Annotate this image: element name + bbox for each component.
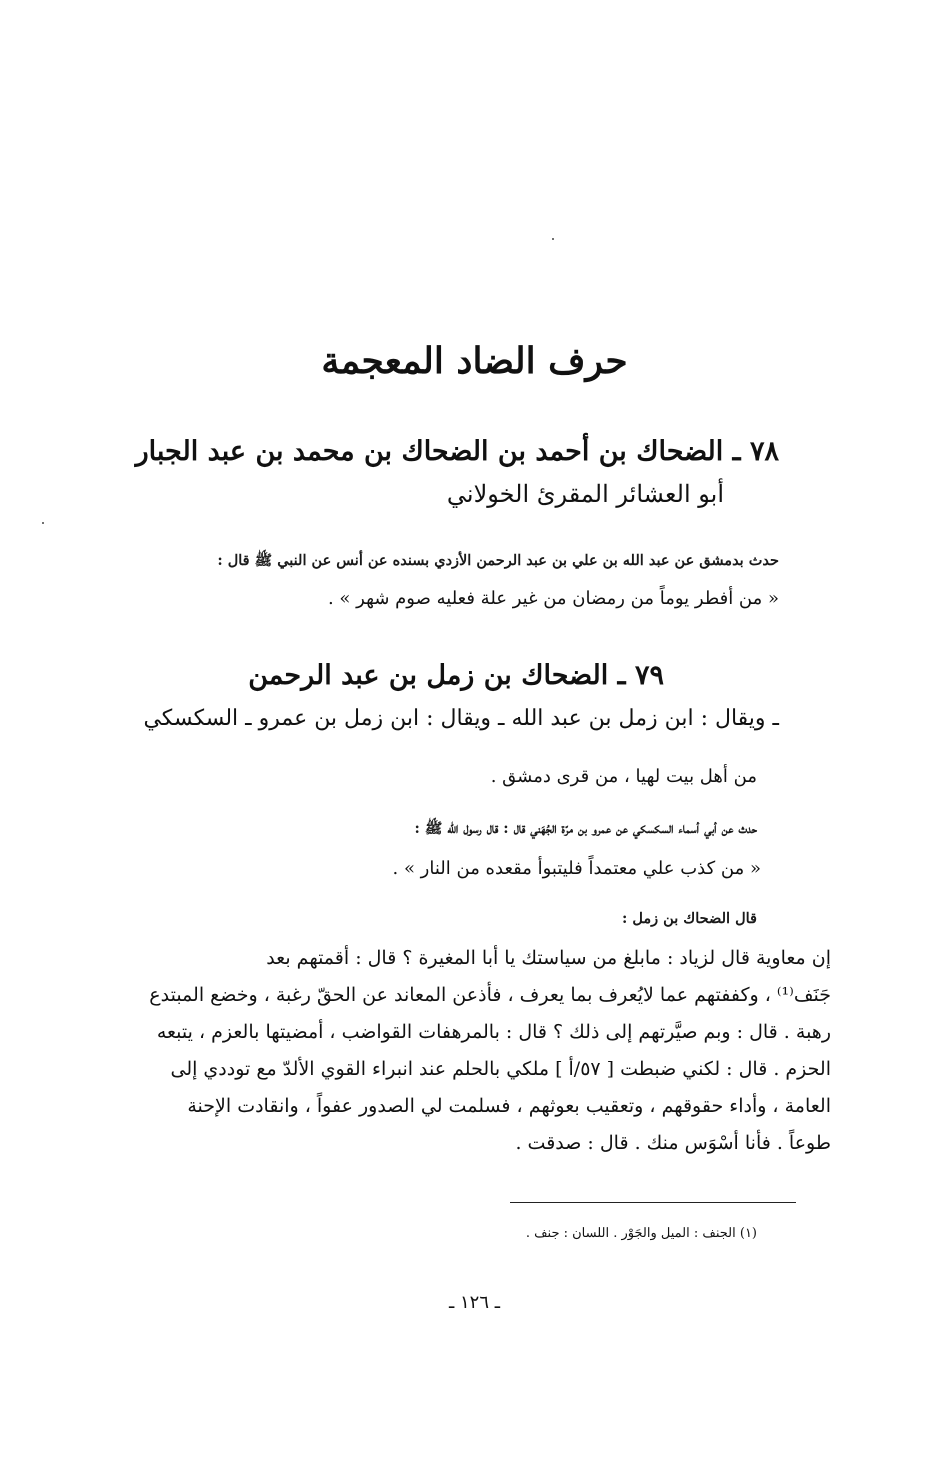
body-line: الحزم . قال : لكني ضبطت [ ٥٧/أ ] ملكي بالحلم عند انبراء القوي الألدّ مع توددي إلى [170,1058,831,1080]
scan-speck [552,238,554,240]
scan-speck [42,522,44,524]
entry-78-isnad: حدث بدمشق عن عبد الله بن علي بن عبد الرحمن الأزدي بسنده عن أنس عن النبي ﷺ قال : [217,552,779,569]
footnote: (١) الجنف : الميل والجَوْر . اللسان : جنف . [525,1226,757,1241]
entry-78-subheading: أبو العشائر المقرئ الخولاني [446,480,724,508]
body-line: طوعاً . فأنا أسْوَس منك . قال : صدقت . [515,1132,831,1154]
entry-79-origin: من أهل بيت لهيا ، من قرى دمشق . [490,766,757,787]
entry-79-heading: ٧٩ ـ الضحاك بن زمل بن عبد الرحمن [248,660,664,691]
entry-79-hadith: « من كذب علي معتمداً فليتبوأ مقعده من النار » . [392,858,761,879]
body-line: إن معاوية قال لزياد : مابلغ من سياستك يا أبا المغيرة ؟ قال : أقمتهم بعد [266,947,831,969]
entry-79-body [125,940,831,1162]
footnote-divider [510,1202,796,1203]
entry-79-alt-names: ـ ويقال : ابن زمل بن عبد الله ـ ويقال : ابن زمل بن عمرو ـ السكسكي [143,706,779,731]
body-line: العامة ، وأداء حقوقهم ، وتعقيب بعوثهم ، فسلمت لي الصدور عفواً ، وانقادت الإحنة [187,1095,831,1117]
entry-79-quote-intro: قال الضحاك بن زمل : [621,910,757,927]
body-line: رهبة . قال : وبم صيَّرتهم إلى ذلك ؟ قال : بالمرهفات القواضب ، أمضيتها بالعزم ، يتبعه [156,1021,831,1043]
entry-78-heading: ٧٨ ـ الضحاك بن أحمد بن الضحاك بن محمد بن عبد الجبار [135,436,779,467]
entry-78-hadith: « من أفطر يوماً من رمضان من غير علة فعليه صوم شهر » . [327,588,779,609]
chapter-title: حرف الضاد المعجمة [321,340,628,382]
entry-79-isnad: حدث عن أبي أسماء السكسكي عن عمرو بن مرّة الجُهَني قال : قال رسول الله ﷺ : [414,820,757,837]
body-line: جَنَف⁽¹⁾ ، وكففتهم عما لايُعرف بما يعرف ، فأذعن المعاند عن الحقّ رغبة ، وخضع المبتدع [149,984,831,1006]
page-number: ـ ١٢٦ ـ [448,1292,500,1313]
